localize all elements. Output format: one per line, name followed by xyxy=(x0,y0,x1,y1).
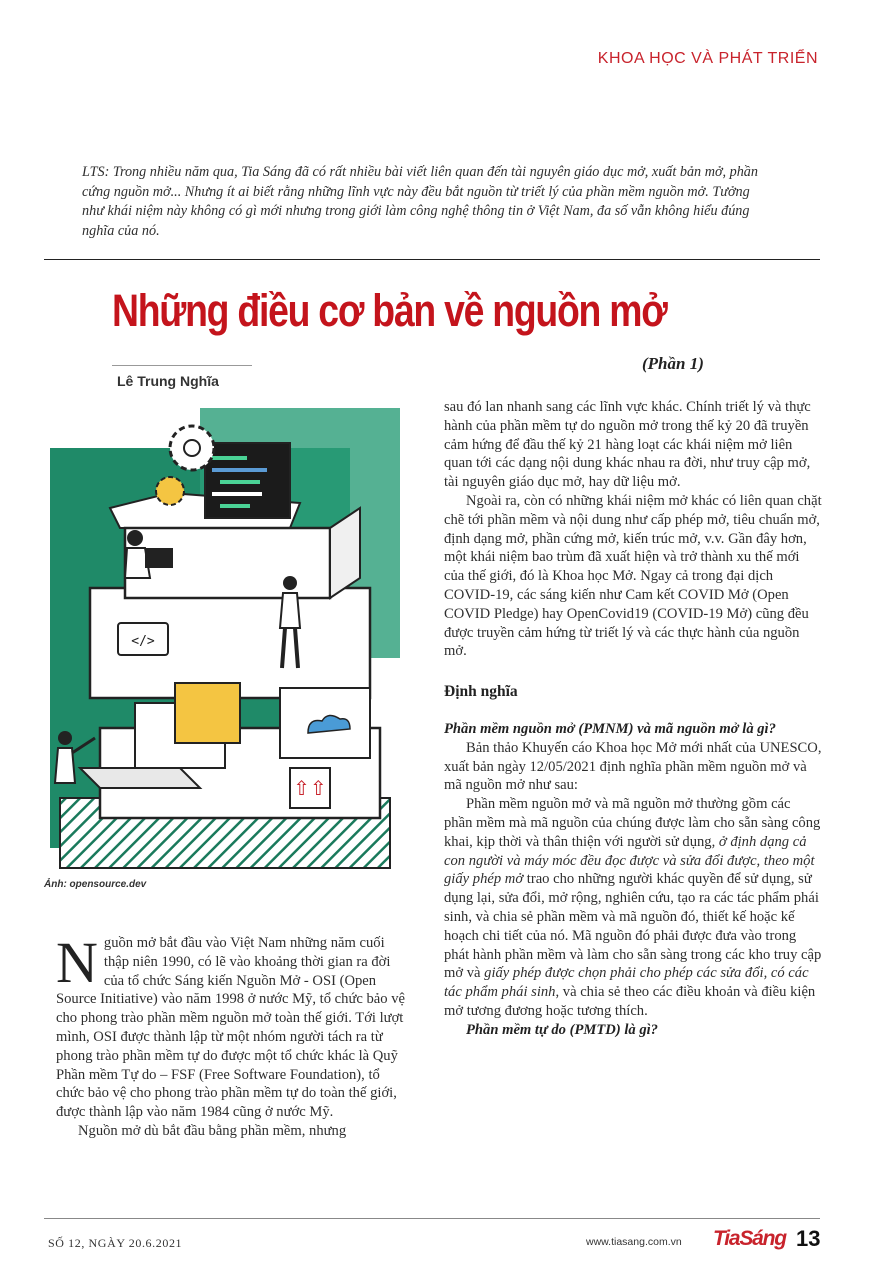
article-title: Những điều cơ bản về nguồn mở xyxy=(112,285,667,336)
paragraph xyxy=(56,930,408,1122)
drop-cap: N xyxy=(56,930,98,995)
text-run: , và chia sẻ theo các điều khoản và điều kiện mở tương đương hoặc tương thích. xyxy=(444,984,816,1019)
article-subtitle: (Phần 1) xyxy=(642,354,704,373)
editor-note: LTS: Trong nhiều năm qua, Tia Sáng đã có rất nhiều bài viết liên quan đến tài nguyên giáo dục mở, xuất bản mở, phần cứng nguồn mở... Nhưng ít ai biết rằng những lĩnh vực này đều bắt nguồn từ triết lý của phần mềm nguồn mở. Tưởng như khái niệm này không có gì mới nhưng trong giới làm công nghệ thông tin ở Việt Nam, đa số vẫn không hiểu đúng nghĩa của nó. xyxy=(82,164,758,239)
section-label: KHOA HỌC VÀ PHÁT TRIỂN xyxy=(597,50,818,67)
text-run: Phần mềm nguồn mở và mã nguồn mở thường gồm các phần mềm mà mã nguồn của chúng được làm cho sẵn sàng công khai, kịp thời và thân thiện với người sử dụng, xyxy=(444,796,821,850)
page-number: 13 xyxy=(796,1226,821,1251)
right-column xyxy=(444,398,822,1040)
divider-bottom xyxy=(44,1218,820,1219)
paragraph: Bản thảo Khuyến cáo Khoa học Mở mới nhất của UNESCO, xuất bản ngày 12/05/2021 định nghĩa phần mềm nguồn mở và mã nguồn mở như sau: xyxy=(444,739,822,794)
paragraph xyxy=(444,795,822,1021)
issue-date: SỐ 12, NGÀY 20.6.2021 xyxy=(48,1236,183,1250)
upload-arrows-icon: ⇧⇧ xyxy=(293,776,327,800)
paragraph: Ngoài ra, còn có những khái niệm mở khác có liên quan chặt chẽ tới phần mềm và nội dung như cấp phép mở, tiêu chuẩn mở, định dạng mở, phần cứng mở, kiến trúc mở, v.v. Gần đây hơn, một khái niệm bao trùm đã xuất hiện và trở thành xu thế mới của thế giới, đó là Khoa học Mở. Ngay cả trong đại dịch COVID-19, các sáng kiến như Cam kết COVID Mở (Open COVID Pledge) hay OpenCovid19 (COVID-19 Mở) cũng đều được truyền cảm hứng từ triết lý và các thực hành của nguồn mở. xyxy=(444,492,822,660)
tiasang-logo: TiaSáng xyxy=(713,1227,786,1250)
emphasis: ở định dạng cả con người và máy móc đều đọc được và sửa đổi được, theo một giấy phép mở xyxy=(444,833,815,888)
text-run: trao cho những người khác quyền để sử dụng, sử dụng lại, sửa đổi, mở rộng, nghiên cứu, tạo ra các tác phẩm phái sinh, và chia sẻ phần mềm và mã nguồn đó, thiết kế hoặc kế hoạch chi tiết của nó. Mã nguồn đó phải được đưa vào trong phát hành phần mềm và làm cho sẵn sàng trong các kho truy cập mở và xyxy=(444,871,822,982)
question-heading: Phần mềm nguồn mở (PMNM) và mã nguồn mở là gì? xyxy=(444,720,776,737)
left-column xyxy=(56,930,408,1141)
code-window xyxy=(205,443,290,518)
website-url[interactable]: www.tiasang.com.vn xyxy=(586,1236,682,1248)
question-heading: Phần mềm tự do (PMTD) là gì? xyxy=(466,1021,658,1038)
divider-top xyxy=(44,259,820,260)
code-tag-icon: </> xyxy=(131,634,155,649)
section-heading: Định nghĩa xyxy=(444,683,518,701)
paragraph-text: guồn mở bắt đầu vào Việt Nam những năm cuối thập niên 1990, có lẽ vào khoảng thời gian ra đời của tổ chức Sáng kiến Nguồn Mở - OSI (Open Source Initiative) vào năm 1998 ở nước Mỹ, tổ chức bảo vệ cho phong trào phần mềm nguồn mở toàn thế giới. Tới lượt mình, OSI được thành lập từ một nhóm người tách ra từ phong trào phần mềm tự do được một tổ chức khác là Quỹ Phần mềm Tự do – FSF (Free Software Foundation), tổ chức bảo vệ cho phong trào phần mềm tự do toàn thế giới, được thành lập vào năm 1984 cũng ở nước Mỹ. xyxy=(56,935,405,1121)
author-divider xyxy=(112,365,252,366)
paragraph: Nguồn mở dù bắt đầu bằng phần mềm, nhưng xyxy=(78,1122,347,1139)
paragraph: sau đó lan nhanh sang các lĩnh vực khác. Chính triết lý và thực hành của phần mềm tự do nguồn mở trong thế kỷ 20 đã truyền cảm hứng để đầu thế kỷ 21 hàng loạt các khái niệm mở liên quan tới các dạng nội dung khác nhau ra đời, như truy cập mở, tài nguyên giáo dục mở, hay dữ liệu mở. xyxy=(444,399,811,491)
open-source-illustration xyxy=(40,398,420,876)
emphasis: giấy phép được chọn phải cho phép các sửa đổi, có các tác phẩm phái sinh xyxy=(444,965,809,1001)
article-author: Lê Trung Nghĩa xyxy=(117,373,219,389)
photo-credit: Ảnh: opensource.dev xyxy=(44,879,147,890)
